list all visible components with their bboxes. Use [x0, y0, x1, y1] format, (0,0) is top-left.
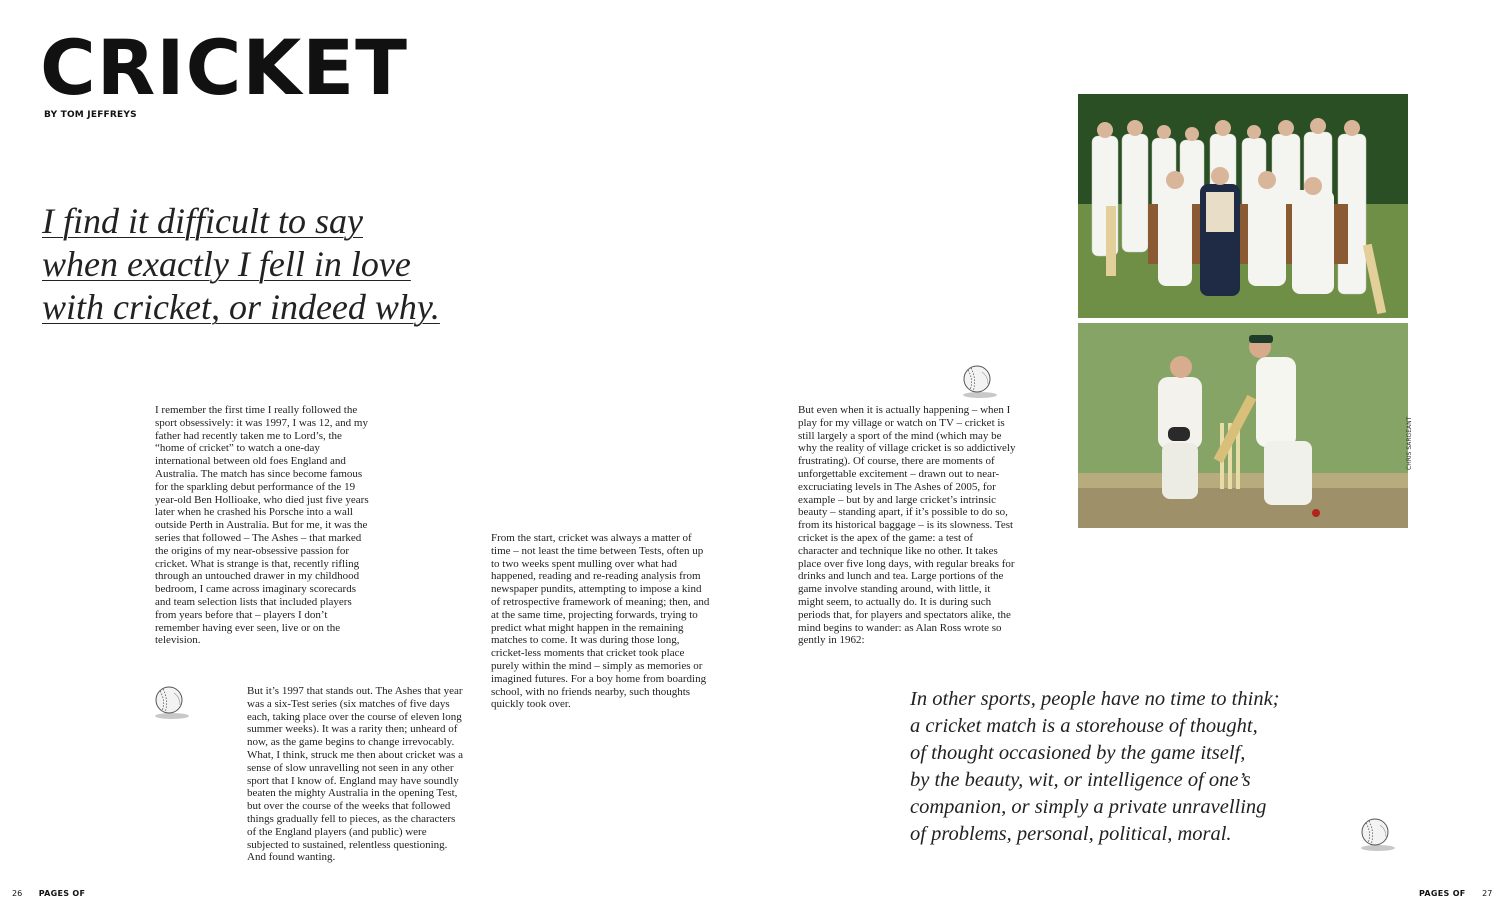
- pull-quote: [42, 200, 462, 329]
- left-folio: [12, 889, 85, 898]
- team-photo-illustration: [1078, 94, 1408, 318]
- block-quote-line: of thought occasioned by the game itself,: [910, 742, 1246, 764]
- match-photo: [1078, 323, 1408, 528]
- magazine-label: PAGES OF: [38, 889, 86, 898]
- match-photo-illustration: [1078, 323, 1408, 528]
- block-quote: [910, 686, 1310, 848]
- pull-quote-line: when exactly I fell in love: [42, 244, 411, 284]
- block-quote-line: by the beauty, wit, or intelligence of one’s: [910, 769, 1251, 791]
- cricket-ball-icon: [958, 362, 998, 400]
- photo-credit: CHRIS SARGEANT: [1406, 416, 1413, 470]
- cricket-ball-icon: [1356, 815, 1396, 853]
- right-folio: [1419, 889, 1492, 898]
- magazine-label: PAGES OF: [1419, 889, 1466, 898]
- page-number: 27: [1482, 889, 1493, 898]
- pull-quote-line: with cricket, or indeed why.: [42, 287, 440, 327]
- body-paragraph: From the start, cricket was always a matter of time – not least the time between Tests, often up to two weeks spent mulling over what had happened, reading and re-reading analysis from newspaper pundits, attempting to impose a kind of retrospective framework of meaning; then, and at the same time, projecting forwards, trying to predict what might happen in the remaining matches to come. It was during those long, cricket-less moments that cricket took place purely within the mind – simply as memories or imagined futures. For a boy home from boarding school, with no friends nearby, such thoughts quickly took over.: [491, 532, 710, 711]
- body-paragraph: I remember the first time I really followed the sport obsessively: it was 1997, I was 12, and my father had recently taken me to Lord’s, the “home of cricket” to watch a one-day international between old foes England and Australia. The match has since become famous for the sparkling debut performance of the 19 year-old Ben Hollioake, who died just five years later when he crashed his Porsche into a wall outside Perth in Australia. But for me, it was the series that followed – The Ashes – that marked the origins of my near-obsessive passion for cricket. What is strange is that, recently rifling through an untouched drawer in my childhood bedroom, I came across imaginary scorecards and team selection lists that included players from years before that – players I don’t remember having ever seen, live or on the television.: [155, 404, 369, 647]
- body-paragraph: But even when it is actually happening – when I play for my village or watch on TV – cricket is still largely a sport of the mind (which may be why the reality of village cricket is so addictively frustrating). Of course, there are moments of unforgettable excitement – drawn out to near-excruciating levels in The Ashes of 2005, for example – but by and large cricket’s intrinsic beauty – standing apart, if it’s possible to do so, from its historical baggage – is its slowness. Test cricket is the apex of the game: a test of character and technique like no other. It takes place over five long days, with regular breaks for drinks and lunch and tea. Large portions of the game involve standing around, with little, it might seem, to actually do. It is during such periods that, for players and spectators alike, the mind begins to wander: as Alan Ross wrote so gently in 1962:: [798, 404, 1016, 647]
- team-photo: [1078, 94, 1408, 318]
- block-quote-line: In other sports, people have no time to think;: [910, 688, 1280, 710]
- block-quote-line: a cricket match is a storehouse of thought,: [910, 715, 1258, 737]
- cricket-ball-icon: [150, 683, 190, 721]
- pull-quote-line: I find it difficult to say: [42, 201, 363, 241]
- article-title: CRICKET: [40, 23, 408, 112]
- block-quote-line: companion, or simply a private unravelling: [910, 796, 1267, 818]
- page-number: 26: [12, 889, 23, 898]
- block-quote-line: of problems, personal, political, moral.: [910, 823, 1232, 845]
- byline: BY TOM JEFFREYS: [44, 110, 137, 120]
- body-paragraph: But it’s 1997 that stands out. The Ashes that year was a six-Test series (six matches of five days each, taking place over the course of eleven long summer weeks). It was a rarity then; unheard of now, as the game begins to change irrevocably. What, I think, struck me then about cricket was a sense of slow unravelling not seen in any other sport that I know of. England may have soundly beaten the mighty Australia in the opening Test, but over the course of the weeks that followed things gradually fell to pieces, as the characters of the England players (and public) were subjected to sustained, relentless questioning. And found wanting.: [247, 685, 463, 864]
